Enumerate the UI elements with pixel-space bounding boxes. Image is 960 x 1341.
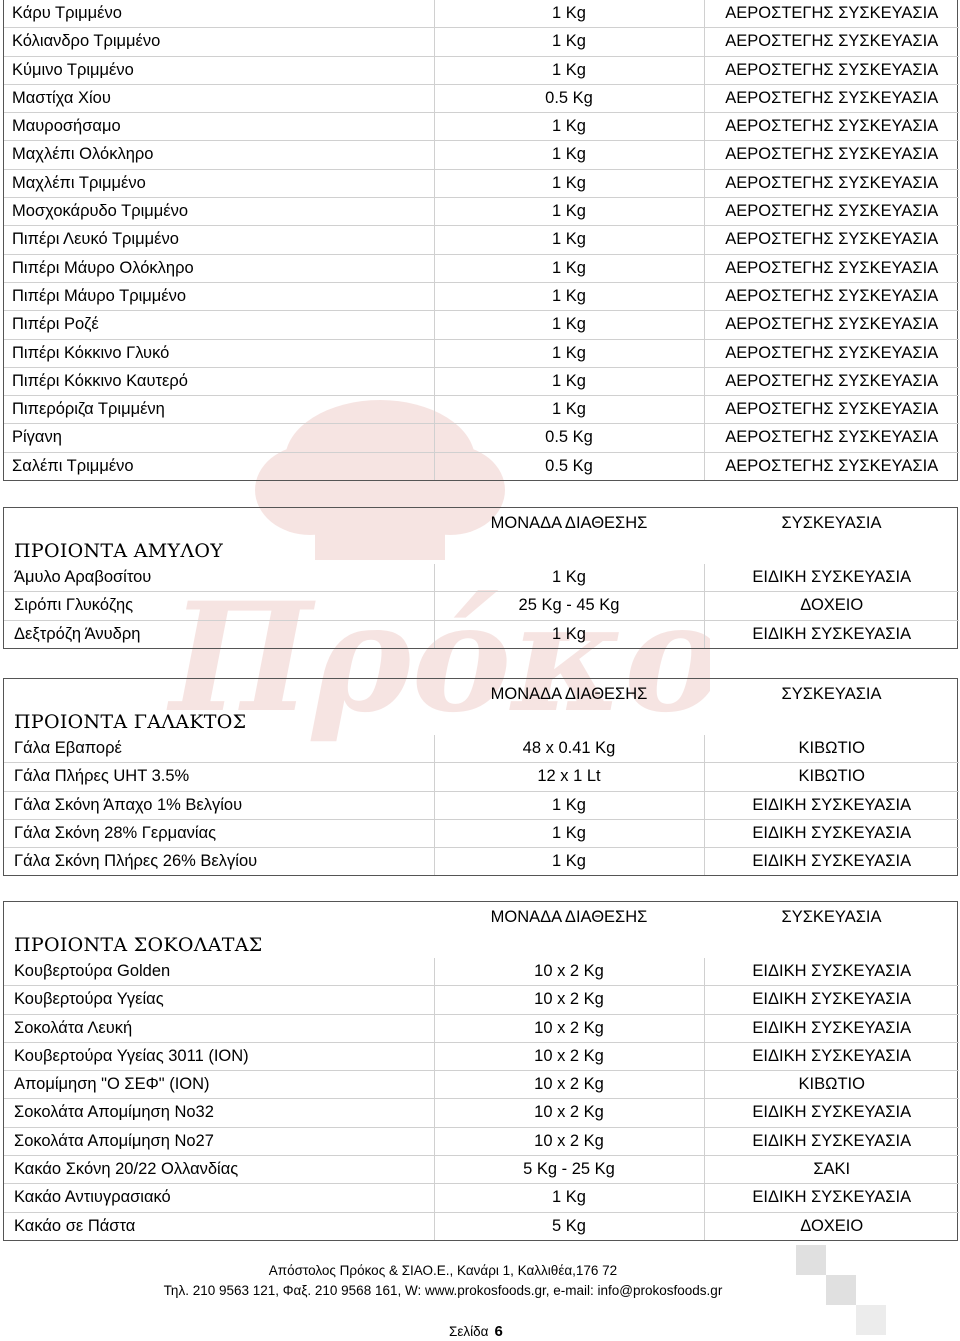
product-unit: 1 Kg	[434, 396, 704, 424]
svg-text:Πρόκος: Πρόκ	[170, 570, 624, 746]
product-packaging: ΕΙΔΙΚΗ ΣΥΣΚΕΥΑΣΙΑ	[704, 1014, 959, 1042]
table-row	[4, 620, 959, 648]
product-name: Σοκολάτα Λευκή	[4, 1014, 434, 1042]
table-row	[4, 1014, 959, 1042]
product-name: Μαυροσήσαμο	[4, 113, 434, 141]
product-unit: 10 x 2 Kg	[434, 986, 704, 1014]
table-row	[4, 791, 959, 819]
product-packaging: ΣΑΚΙ	[704, 1156, 959, 1184]
table-row	[4, 1184, 959, 1212]
product-name: Σαλέπι Τριμμένο	[12, 456, 134, 475]
product-name: Κουβερτούρα Golden	[4, 958, 434, 986]
table-row	[4, 311, 959, 339]
product-packaging: ΚΙΒΩΤΙΟ	[704, 763, 959, 791]
product-name: Γάλα Σκόνη Πλήρες 26% Βελγίου	[14, 852, 258, 871]
table-row	[4, 424, 959, 452]
table-row	[4, 1156, 959, 1184]
table-row	[4, 226, 959, 254]
product-name: Μαχλέπι Ολόκληρο	[4, 141, 434, 169]
table-row	[4, 958, 959, 986]
product-unit: 48 x 0.41 Kg	[434, 735, 704, 763]
table-row	[4, 254, 959, 282]
product-unit: 1 Kg	[434, 169, 704, 197]
section-table	[4, 735, 959, 875]
table-row	[4, 56, 959, 84]
section-title: ΠΡΟΙΟΝΤΑ ΣΟΚΟΛΑΤΑΣ	[14, 934, 263, 956]
footer-address: Απόστολος Πρόκος & ΣΙΑΟ.Ε., Κανάρι 1, Καλλιθέα,176 72	[268, 1263, 618, 1278]
page-number-value: 6	[494, 1323, 503, 1340]
product-unit: 10 x 2 Kg	[434, 1071, 704, 1099]
product-name: Πιπερόριζα Τριμμένη	[4, 396, 434, 424]
product-packaging: ΕΙΔΙΚΗ ΣΥΣΚΕΥΑΣΙΑ	[704, 958, 959, 986]
table-row	[4, 0, 959, 28]
column-header-unit: ΜΟΝΑΔΑ ΔΙΑΘΕΣΗΣ	[490, 514, 648, 532]
table-row	[4, 592, 959, 620]
product-packaging: ΑΕΡΟΣΤΕΓΗΣ ΣΥΣΚΕΥΑΣΙΑ	[704, 396, 959, 424]
footer-contact: Τηλ. 210 9563 121, Φαξ. 210 9568 161, W: www.prokosfoods.gr, e-mail: info@prokosfoods.gr	[163, 1283, 723, 1298]
product-name: Σοκολάτα Απομίμηση Νο27	[4, 1127, 434, 1155]
product-name: Κουβερτούρα Υγείας 3011 (ΙΟΝ)	[4, 1042, 434, 1070]
product-packaging: ΔΟΧΕΙΟ	[704, 592, 959, 620]
product-unit: 1 Kg	[434, 198, 704, 226]
product-name: Κουβερτούρα Υγείας	[4, 986, 434, 1014]
product-unit: 1 Kg	[434, 282, 704, 310]
product-packaging: ΑΕΡΟΣΤΕΓΗΣ ΣΥΣΚΕΥΑΣΙΑ	[704, 367, 959, 395]
column-header-unit: ΜΟΝΑΔΑ ΔΙΑΘΕΣΗΣ	[490, 685, 648, 703]
section-title: ΠΡΟΙΟΝΤΑ ΑΜΥΛΟΥ	[14, 540, 224, 562]
product-name: Πιπέρι Λευκό Τριμμένο	[4, 226, 434, 254]
table-row	[4, 564, 959, 592]
product-name: Πιπέρι Μάυρο Ολόκληρο	[4, 254, 434, 282]
section-milk	[3, 678, 958, 876]
page-label: Σελίδα	[449, 1324, 489, 1339]
section-chocolate	[3, 901, 958, 1241]
section-header	[4, 679, 957, 735]
product-packaging: ΕΙΔΙΚΗ ΣΥΣΚΕΥΑΣΙΑ	[704, 791, 959, 819]
section-table	[4, 958, 959, 1240]
product-unit: 1 Kg	[434, 564, 704, 592]
product-packaging: ΕΙΔΙΚΗ ΣΥΣΚΕΥΑΣΙΑ	[704, 564, 959, 592]
product-packaging: ΔΟΧΕΙΟ	[704, 1212, 959, 1240]
product-name: Σοκολάτα Απομίμηση Νο32	[4, 1099, 434, 1127]
product-name: Κακάο σε Πάστα	[14, 1216, 136, 1235]
table-row	[4, 1212, 959, 1240]
product-name: Πιπέρι Ροζέ	[4, 311, 434, 339]
product-unit: 1 Kg	[434, 791, 704, 819]
product-packaging: ΑΕΡΟΣΤΕΓΗΣ ΣΥΣΚΕΥΑΣΙΑ	[704, 84, 959, 112]
product-name: Μοσχοκάρυδο Τριμμένο	[4, 198, 434, 226]
product-packaging: ΑΕΡΟΣΤΕΓΗΣ ΣΥΣΚΕΥΑΣΙΑ	[704, 254, 959, 282]
product-unit: 1 Kg	[434, 0, 704, 28]
product-packaging: ΑΕΡΟΣΤΕΓΗΣ ΣΥΣΚΕΥΑΣΙΑ	[704, 0, 959, 28]
decorative-square	[856, 1305, 886, 1335]
product-name: Κακάο Αντιυγρασιακό	[4, 1184, 434, 1212]
table-row	[4, 84, 959, 112]
spices-table	[4, 0, 959, 480]
product-packaging: ΕΙΔΙΚΗ ΣΥΣΚΕΥΑΣΙΑ	[704, 848, 959, 876]
product-unit: 1 Kg	[434, 311, 704, 339]
product-name: Κύμινο Τριμμένο	[4, 56, 434, 84]
table-row	[4, 28, 959, 56]
product-unit: 5 Kg	[434, 1212, 704, 1240]
product-unit: 12 x 1 Lt	[434, 763, 704, 791]
table-row	[4, 367, 959, 395]
column-header-unit: ΜΟΝΑΔΑ ΔΙΑΘΕΣΗΣ	[490, 908, 648, 926]
table-row	[4, 141, 959, 169]
product-packaging: ΑΕΡΟΣΤΕΓΗΣ ΣΥΣΚΕΥΑΣΙΑ	[704, 113, 959, 141]
product-name: Πιπέρι Κόκκινο Γλυκό	[4, 339, 434, 367]
table-row	[4, 198, 959, 226]
product-unit: 1 Kg	[434, 848, 704, 876]
product-packaging: ΕΙΔΙΚΗ ΣΥΣΚΕΥΑΣΙΑ	[704, 1184, 959, 1212]
product-packaging: ΑΕΡΟΣΤΕΓΗΣ ΣΥΣΚΕΥΑΣΙΑ	[704, 452, 959, 480]
product-unit: 10 x 2 Kg	[434, 958, 704, 986]
product-unit: 10 x 2 Kg	[434, 1042, 704, 1070]
product-unit: 10 x 2 Kg	[434, 1127, 704, 1155]
product-packaging: ΕΙΔΙΚΗ ΣΥΣΚΕΥΑΣΙΑ	[704, 1042, 959, 1070]
product-unit: 1 Kg	[434, 28, 704, 56]
product-packaging: ΑΕΡΟΣΤΕΓΗΣ ΣΥΣΚΕΥΑΣΙΑ	[704, 141, 959, 169]
table-row	[4, 1099, 959, 1127]
product-name: Μαχλέπι Τριμμένο	[4, 169, 434, 197]
section-header	[4, 902, 957, 958]
product-unit: 10 x 2 Kg	[434, 1014, 704, 1042]
product-name: Γάλα Σκόνη 28% Γερμανίας	[4, 819, 434, 847]
product-unit: 1 Kg	[434, 56, 704, 84]
product-name: Πιπέρι Μάυρο Τριμμένο	[4, 282, 434, 310]
product-packaging: ΑΕΡΟΣΤΕΓΗΣ ΣΥΣΚΕΥΑΣΙΑ	[704, 226, 959, 254]
product-packaging: ΑΕΡΟΣΤΕΓΗΣ ΣΥΣΚΕΥΑΣΙΑ	[704, 56, 959, 84]
product-packaging: ΑΕΡΟΣΤΕΓΗΣ ΣΥΣΚΕΥΑΣΙΑ	[704, 311, 959, 339]
product-packaging: ΑΕΡΟΣΤΕΓΗΣ ΣΥΣΚΕΥΑΣΙΑ	[704, 28, 959, 56]
product-name: Κόλιανδρο Τριμμένο	[4, 28, 434, 56]
column-header-packaging: ΣΥΣΚΕΥΑΣΙΑ	[781, 685, 882, 703]
product-name: Κάρυ Τριμμένο	[4, 0, 434, 28]
product-unit: 1 Kg	[434, 141, 704, 169]
spices-table-box	[3, 0, 958, 481]
product-unit: 1 Kg	[434, 254, 704, 282]
product-name: Απομίμηση "Ο ΣΕΦ" (ΙΟΝ)	[4, 1071, 434, 1099]
table-row	[4, 282, 959, 310]
product-packaging: ΑΕΡΟΣΤΕΓΗΣ ΣΥΣΚΕΥΑΣΙΑ	[704, 282, 959, 310]
column-header-packaging: ΣΥΣΚΕΥΑΣΙΑ	[781, 908, 882, 926]
product-packaging: ΕΙΔΙΚΗ ΣΥΣΚΕΥΑΣΙΑ	[704, 819, 959, 847]
product-packaging: ΕΙΔΙΚΗ ΣΥΣΚΕΥΑΣΙΑ	[704, 1127, 959, 1155]
product-name: Γάλα Εβαπορέ	[4, 735, 434, 763]
product-name: Δεξτρόζη Άνυδρη	[14, 624, 141, 643]
product-unit: 0.5 Kg	[434, 84, 704, 112]
product-packaging: ΑΕΡΟΣΤΕΓΗΣ ΣΥΣΚΕΥΑΣΙΑ	[704, 424, 959, 452]
product-packaging: ΕΙΔΙΚΗ ΣΥΣΚΕΥΑΣΙΑ	[704, 986, 959, 1014]
table-row	[4, 763, 959, 791]
product-unit: 1 Kg	[434, 339, 704, 367]
product-name: Σιρόπι Γλυκόζης	[4, 592, 434, 620]
product-packaging: ΕΙΔΙΚΗ ΣΥΣΚΕΥΑΣΙΑ	[704, 1099, 959, 1127]
section-table	[4, 564, 959, 648]
product-unit: 5 Kg - 25 Kg	[434, 1156, 704, 1184]
table-row	[4, 113, 959, 141]
product-name: Ρίγανη	[4, 424, 434, 452]
product-unit: 0.5 Kg	[434, 424, 704, 452]
table-row	[4, 1071, 959, 1099]
table-row	[4, 396, 959, 424]
product-name: Γάλα Σκόνη Άπαχο 1% Βελγίου	[4, 791, 434, 819]
table-row	[4, 169, 959, 197]
product-unit: 1 Kg	[434, 367, 704, 395]
table-row	[4, 735, 959, 763]
product-packaging: ΑΕΡΟΣΤΕΓΗΣ ΣΥΣΚΕΥΑΣΙΑ	[704, 198, 959, 226]
product-unit: 1 Kg	[434, 819, 704, 847]
section-header	[4, 508, 957, 564]
table-row	[4, 986, 959, 1014]
product-unit: 1 Kg	[434, 1184, 704, 1212]
page-number	[449, 1323, 503, 1340]
product-name: Μαστίχα Χίου	[4, 84, 434, 112]
product-name: Κακάο Σκόνη 20/22 Ολλανδίας	[4, 1156, 434, 1184]
product-packaging: ΑΕΡΟΣΤΕΓΗΣ ΣΥΣΚΕΥΑΣΙΑ	[704, 169, 959, 197]
column-header-packaging: ΣΥΣΚΕΥΑΣΙΑ	[781, 514, 882, 532]
product-unit: 1 Kg	[434, 226, 704, 254]
table-row	[4, 339, 959, 367]
product-unit: 10 x 2 Kg	[434, 1099, 704, 1127]
product-unit: 1 Kg	[434, 113, 704, 141]
table-row	[4, 819, 959, 847]
table-row	[4, 1042, 959, 1070]
table-row	[4, 452, 959, 480]
product-packaging: ΑΕΡΟΣΤΕΓΗΣ ΣΥΣΚΕΥΑΣΙΑ	[704, 339, 959, 367]
product-unit: 1 Kg	[434, 620, 704, 648]
product-packaging: ΚΙΒΩΤΙΟ	[704, 735, 959, 763]
product-unit: 25 Kg - 45 Kg	[434, 592, 704, 620]
table-row	[4, 848, 959, 876]
product-name: Άμυλο Αραβοσίτου	[4, 564, 434, 592]
product-packaging: ΚΙΒΩΤΙΟ	[704, 1071, 959, 1099]
section-title: ΠΡΟΙΟΝΤΑ ΓΑΛΑΚΤΟΣ	[14, 711, 247, 733]
table-row	[4, 1127, 959, 1155]
product-packaging: ΕΙΔΙΚΗ ΣΥΣΚΕΥΑΣΙΑ	[704, 620, 959, 648]
section-starch	[3, 507, 958, 649]
product-name: Πιπέρι Κόκκινο Καυτερό	[4, 367, 434, 395]
product-unit: 0.5 Kg	[434, 452, 704, 480]
product-name: Γάλα Πλήρες UHT 3.5%	[4, 763, 434, 791]
